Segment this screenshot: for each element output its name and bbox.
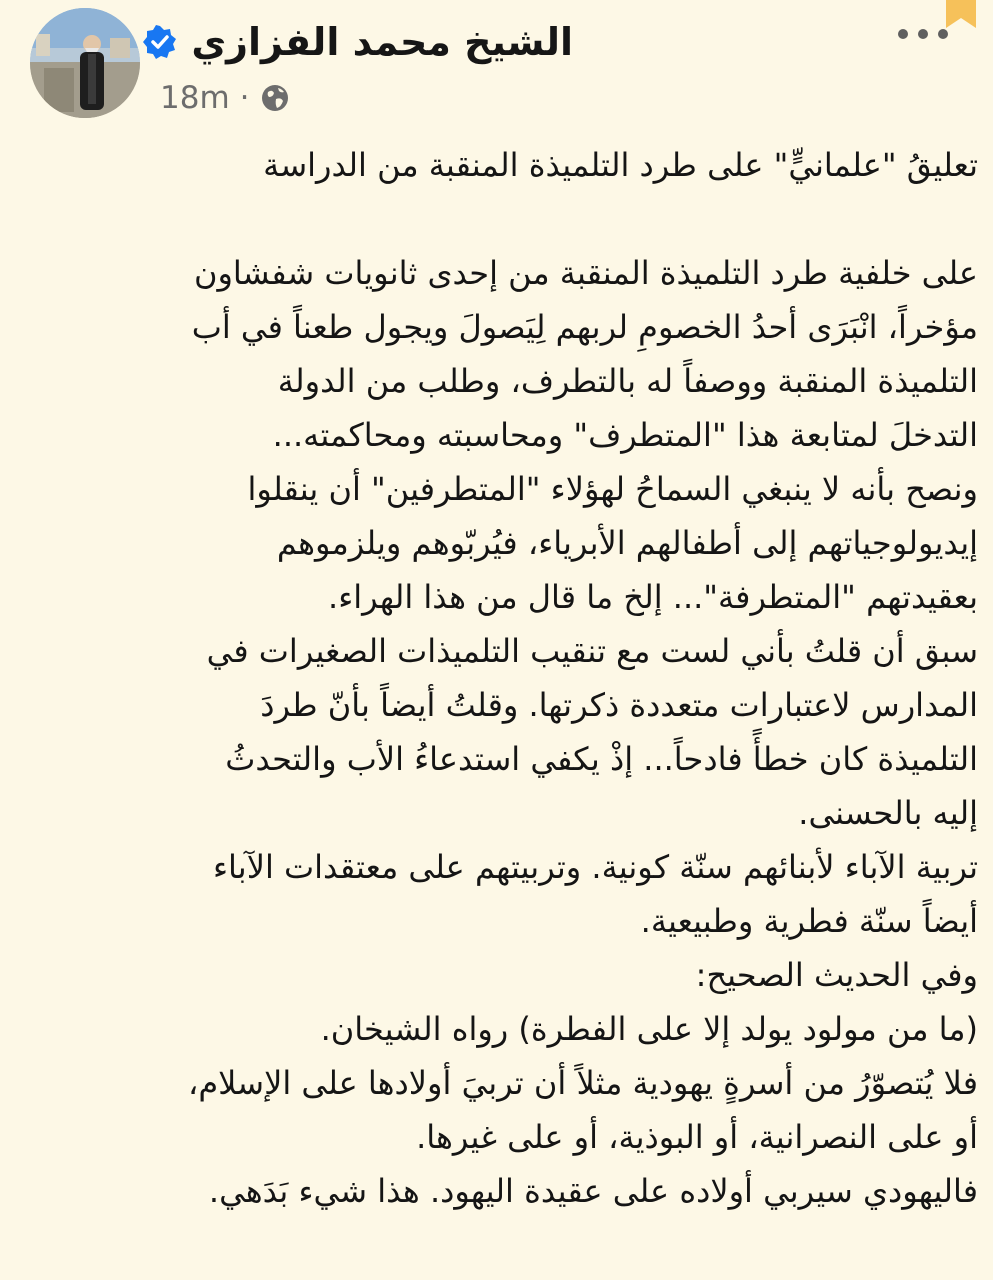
post-line: على خلفية طرد التلميذة المنقبة من إحدى ثانويات شفشاون [193, 254, 978, 292]
post-title: تعليقُ "علمانيٍّ" على طرد التلميذة المنقبة من الدراسة [263, 146, 978, 184]
post-time[interactable]: 18m [160, 80, 230, 116]
post-line: مؤخراً، انْبَرَى أحدُ الخصومِ لربهم لِيَصولَ ويجول طعناً في أب [191, 308, 978, 346]
post-line: إليه بالحسنى. [798, 794, 978, 832]
post-line: أو على النصرانية، أو البوذية، أو على غيرها. [416, 1118, 978, 1156]
post-line: أيضاً سنّة فطرية وطبيعية. [640, 902, 978, 940]
post-line: سبق أن قلتُ بأني لست مع تنقيب التلميذات الصغيرات في [206, 632, 978, 670]
more-dot [898, 29, 908, 39]
blank-line [30, 192, 978, 246]
post-line: التلميذة المنقبة ووصفاً له بالتطرف، وطلب من الدولة [277, 362, 978, 400]
verified-badge-icon [143, 25, 177, 59]
avatar[interactable] [30, 8, 140, 118]
post-line: تربية الآباء لأبنائهم سنّة كونية. وتربيتهم على معتقدات الآباء [212, 848, 978, 886]
avatar-photo [30, 8, 140, 118]
author-name[interactable]: الشيخ محمد الفزازي [191, 20, 573, 64]
post-line: بعقيدتهم "المتطرفة"... إلخ ما قال من هذا الهراء. [328, 578, 978, 616]
more-dot [938, 29, 948, 39]
post-header [0, 0, 993, 130]
post-line: (ما من مولود يولد إلا على الفطرة) رواه الشيخان. [320, 1010, 978, 1048]
post-line: فلا يُتصوّرُ من أسرةٍ يهودية مثلاً أن تربيَ أولادها على الإسلام، [188, 1064, 978, 1102]
post-meta [160, 80, 290, 116]
bookmark-icon[interactable] [944, 0, 978, 28]
post-line: وفي الحديث الصحيح: [695, 956, 978, 994]
post-line: ونصح بأنه لا ينبغي السماحُ لهؤلاء "المتطرفين" أن ينقلوا [247, 470, 978, 508]
more-dot [918, 29, 928, 39]
globe-icon [260, 83, 290, 113]
more-options-icon[interactable] [898, 22, 948, 46]
post-line: فاليهودي سيربي أولاده على عقيدة اليهود. هذا شيء بَدَهي. [208, 1172, 978, 1210]
post-line: إيديولوجياتهم إلى أطفالهم الأبرياء، فيُربّوهم ويلزموهم [276, 524, 978, 562]
meta-separator: · [239, 80, 250, 116]
post-line: التلميذة كان خطأً فادحاً... إذْ يكفي استدعاءُ الأب والتحدثُ [225, 740, 978, 778]
post-line: المدارس لاعتبارات متعددة ذكرتها. وقلتُ أيضاً بأنّ طردَ [260, 686, 978, 724]
post-line: التدخلَ لمتابعة هذا "المتطرف" ومحاسبته ومحاكمته... [272, 416, 978, 454]
post-text [30, 138, 978, 1218]
author-row [143, 20, 573, 64]
